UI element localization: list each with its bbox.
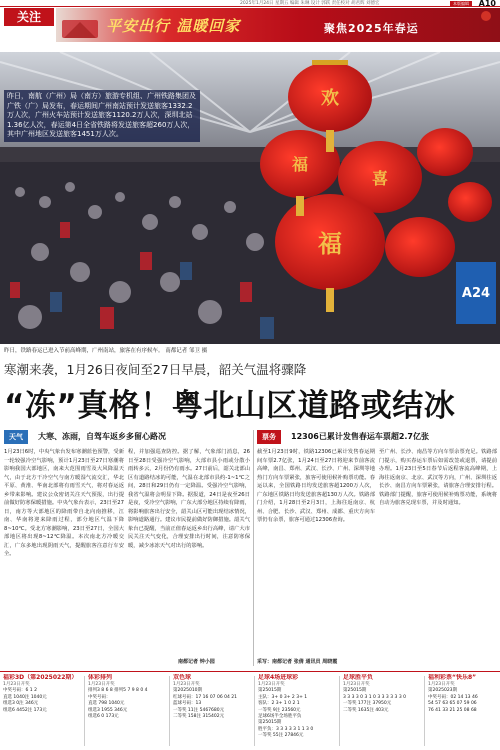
lottery-line: 直选 798 1040元 — [88, 701, 125, 707]
lottery-item — [3, 674, 81, 749]
lottery-line: 中奖号码：02 14 13 46 — [428, 694, 478, 700]
lottery-title: 体彩排列 — [88, 674, 113, 681]
lottery-item — [173, 674, 251, 749]
lottery-line: 主队：3+ 0 3+ 2 3+ 1 — [258, 694, 308, 700]
lottery-line: 中奖号码：6 1 2 — [3, 688, 37, 694]
lottery-date: 1月23日开奖 — [88, 682, 115, 687]
weather-reporter: 南都记者 钟小园 — [178, 659, 215, 665]
header-rule — [0, 6, 500, 7]
lottery-line: 第2025010期 — [173, 688, 203, 694]
section-tag: 关注 — [4, 8, 54, 26]
lottery-item — [343, 674, 421, 749]
headline-kicker: 寒潮来袭，1月26日夜间至27日早晨，韶关气温将骤降 — [4, 362, 307, 377]
lottery-line: 第25015期 — [258, 688, 282, 694]
lottery-line: 胜平负：3 3 3 3 3 1 1 3 0 — [258, 726, 314, 732]
railway-body-col1: 截至1月23日9时，铁路12306已累计发售春运期间车票2.7亿张，1月24日至27日将迎来节前客流高峰，南昌、郑州、武汉、长沙、广州、深圳等地热门方向车票紧张，旅客可使用候补购票功能。春运以来，全国铁路日均发送旅客超1200万人次，广东地区铁路日均发送旅客超130万人次。铁路部门介绍，1月28日至2月3日，上海往返南京、杭州、合肥、长沙、武汉、郑州、成都、重庆方向车票仍有余票，旅客可通过12306查询。 — [257, 449, 375, 523]
lottery-line: 直选 1040注 1040元 — [3, 694, 47, 700]
headline-title: “冻”真格！粤北山区道路或结冰 — [4, 388, 456, 424]
lottery-divider — [339, 676, 340, 746]
photo-caption: 昨日，南航（广州）局（南方）旅游专机组、广州铁路集团及广铁（广）局发布，春运期间广州南站预计发送旅客1332.2万人次，广州火车站预计发送旅客1120.2万人次，深圳北站1.36亿人次，春运第4日全省铁路将发送旅客超260万人次，其中广州地区发送旅客1451万人次。 — [4, 90, 200, 142]
svg-text:福: 福 — [318, 229, 342, 258]
lottery-line: 一等奖 11注 5467680元 — [173, 707, 225, 713]
lottery-line: 红球号码：17 16 07 06 04 21 — [173, 694, 238, 700]
lottery-divider — [254, 676, 255, 746]
lottery-line: 客队：2 3+ 1 0 2 1 — [258, 701, 300, 707]
lottery-line: 中奖号码： — [88, 694, 111, 700]
lottery-divider — [424, 676, 425, 746]
lottery-line: 足球6场半全场胜平负 — [258, 714, 302, 720]
lottery-divider — [84, 676, 85, 746]
lottery-line: 组选3 0注 346元 — [3, 701, 39, 707]
lottery-line: 组选6 4452注 173元 — [3, 707, 47, 713]
lottery-title: 足球4场进球彩 — [258, 674, 299, 681]
issue-meta: 2025年1月24日 星期五 编辑 朱琳 设计 郭跃 责任校对 胡君辉 刘德宏 — [240, 1, 380, 6]
lottery-line: 二等奖 1635注 403元 — [343, 707, 389, 713]
svg-text:欢: 欢 — [321, 88, 339, 109]
lottery-item — [88, 674, 166, 749]
lottery-title: 双色球 — [173, 674, 192, 681]
lottery-line: 3 3 3 3 0 3 1 0 3 3 3 3 3 3 0 — [343, 694, 406, 700]
edition-tag: 本版编辑 — [450, 1, 472, 7]
weather-tag: 天气 — [4, 430, 28, 444]
page-number: A10 — [478, 0, 496, 8]
lottery-item — [428, 674, 498, 749]
lottery-line: 第25015期 — [343, 688, 367, 694]
lottery-line: 第25015期 — [258, 720, 282, 726]
railway-title: 12306已累计发售春运车票超2.7亿张 — [291, 432, 430, 441]
lottery-date: 1月23日开奖 — [3, 682, 30, 687]
lottery-line: 组选3 1955 346元 — [88, 707, 128, 713]
svg-text:福: 福 — [291, 155, 309, 174]
lottery-date: 1月23日开奖 — [343, 682, 370, 687]
photo-credit: 昨日，铁路春运已进入节前高峰期，广州南站，旅客在有序候车。 南都记者 邹卫 摄 — [4, 348, 208, 354]
lottery-line: 76 41 33 21 25 08 68 — [428, 707, 477, 713]
svg-text:喜: 喜 — [371, 169, 389, 188]
lottery-line: 排列3 8 6 8 排列5 7 9 8 0 4 — [88, 688, 148, 694]
lottery-line: 蓝球号码：13 — [173, 701, 202, 707]
lottery-date: 1月23日开奖 — [428, 682, 455, 687]
railway-tag: 票务 — [257, 430, 281, 444]
page-header — [0, 0, 500, 52]
station-photo — [0, 52, 500, 344]
weather-section-header — [4, 430, 250, 444]
svg-text:A24: A24 — [461, 286, 491, 301]
weather-title: 大寒、冻雨，自驾车返乡多留心路况 — [38, 432, 166, 441]
lottery-line: 第2025023期 — [428, 688, 458, 694]
lottery-line: 一等奖 9注 23560元 — [258, 707, 301, 713]
railway-body-col2: 至广州、长沙、南昌等方向车票余票充足。铁路部门提示，购买春运车票后如需改签或退票，请提前办理。1月23日至5日春节后返程客流高峰期，上海往返南京、北京、武汉等方向，广州、深圳往返长沙、南昌方向车票紧张，请旅客合理安排行程。铁路部门提醒，旅客可使用候补购票功能，系统将自动为旅客兑现车票，并及时通知。 — [379, 449, 497, 506]
lottery-line: 组选6 0 173元 — [88, 714, 119, 720]
lottery-title: 福彩3D（第2025022期） — [3, 674, 78, 681]
lottery-date: 1月23日开奖 — [173, 682, 200, 687]
railway-reporter: 采写：南都记者 张倩 通讯员 周晓霞 — [257, 659, 338, 665]
lottery-title: 足球胜平负 — [343, 674, 374, 681]
weather-body-col1: 1月23日6时，中央气象台发布寒潮蓝色预警，受新一轮较强冷空气影响，预计1月23日至27日寒潮将影响我国大部地区，南来大范围雨雪及大风降温天气，由于北方干冷空气与南方暖湿气流交汇，华北平原、黄淮、华南北部将有雨雪天气，将对春运返乡带来影响。建议公众密切关注天气预报，出行提前做好防寒保暖措施。中央气象台表示，23日至27日，南方等大部地区的降雨带自北向南推移，江南、华南将迎来降雨过程，部分地区气温下降8~10℃。受北方寒潮影响，23日至27日，全国大部地区将出现8~12℃降温。本次南北方冷暖交汇，广东多地出现阴雨天气，提醒旅客注意行车安全。 — [4, 449, 124, 557]
lottery-results — [0, 671, 500, 750]
lottery-line: 一等奖 55注 27846元 — [258, 733, 304, 739]
banner-topic: 聚焦2025年春运 — [324, 22, 419, 35]
lottery-line: 54 57 63 65 07 59 06 — [428, 701, 477, 707]
spring-festival-banner — [56, 8, 500, 42]
railway-section-header — [257, 430, 497, 444]
lottery-title: 福利彩票“快乐8” — [428, 674, 477, 681]
column-divider — [253, 430, 254, 666]
lottery-date: 1月23日开奖 — [258, 682, 285, 687]
banner-slogan: 平安出行 温暖回家 — [106, 17, 241, 35]
weather-body-col2: 程，并加强巡查防控。据了解，气象部门消息，26日至28日受强冷空气影响，大部市县小雨或分散小雨转多云，2月份仍有雨水。27日前后，韶关北部山区有道路结冰的可能，气温在北部市县约-1~1℃之间，28日和29日仍有一定降温。受强冷空气影响，我省气温将会明显下降。据报道，24日是夜至26日是夜，受冷空气影响，广东大部分地区持续有降雨，将影响旅客出行安全，韶关山区可能出现结冰情况，影响道路通行。建议市民提前做好防御措施。韶关气象台已提醒，当前正值春运返乡出行高峰，请广大市民关注天气变化，合理安排出行时间，注意防寒保暖，减少冰冻天气对出行的影响。 — [128, 449, 250, 549]
lottery-line: 二等奖 158注 315402元 — [173, 714, 225, 720]
lottery-divider — [169, 676, 170, 746]
lottery-line: 一等奖 177注 37950元 — [343, 701, 392, 707]
lottery-item — [258, 674, 336, 749]
